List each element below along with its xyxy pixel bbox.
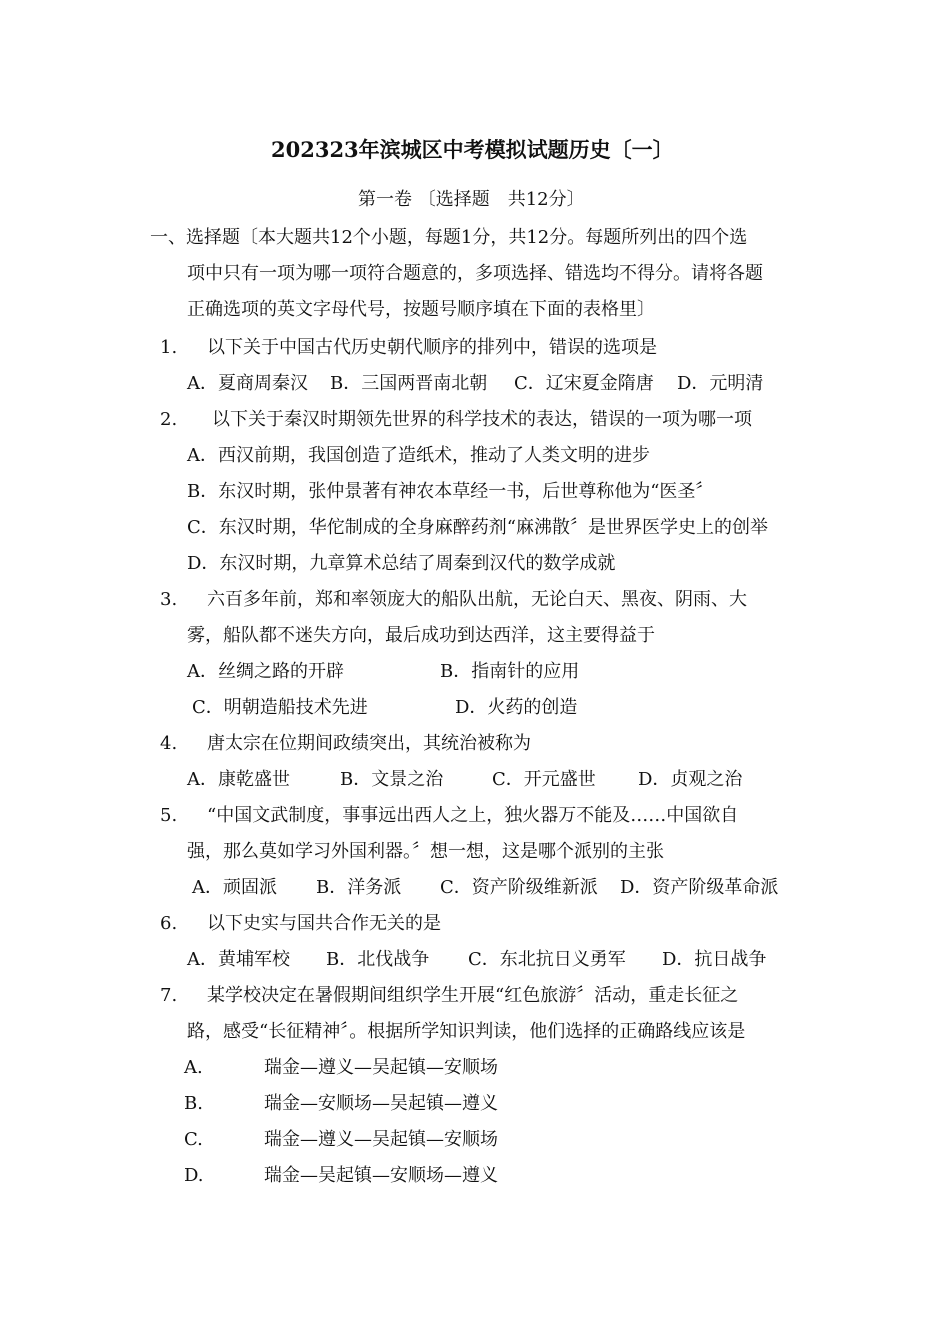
question-6-option-d: D．抗日战争 — [662, 949, 767, 970]
question-1-stem: 以下关于中国古代历史朝代顺序的排列中，错误的选项是 — [207, 337, 657, 358]
question-2-option-c: C．东汉时期，华佗制成的全身麻醉药剂“麻沸散〞是世界医学史上的创举 — [187, 517, 768, 538]
question-4-option-c: C．开元盛世 — [492, 769, 596, 790]
question-5-option-a: A．顽固派 — [192, 877, 277, 898]
question-5-stem-continued: 强，那么莫如学习外国利器。〞想一想，这是哪个派别的主张 — [187, 841, 664, 862]
question-6-stem: 以下史实与国共合作无关的是 — [207, 913, 441, 934]
question-5-option-c: C．资产阶级维新派 — [440, 877, 598, 898]
question-2-option-b: B．东汉时期，张仲景著有神农本草经一书，后世尊称他为“医圣〞 — [187, 481, 714, 502]
question-1-option-a: A．夏商周秦汉 — [187, 373, 308, 394]
question-5-option-d: D．资产阶级革命派 — [620, 877, 779, 898]
question-5-stem: “中国文武制度，事事远出西人之上，独火器万不能及……中国欲自 — [207, 805, 739, 826]
question-6-option-a: A．黄埔军校 — [187, 949, 290, 970]
question-7-option-a-letter: A. — [184, 1057, 203, 1078]
page-title: 202323年滨城区中考模拟试题历史〔一〕 — [271, 137, 674, 162]
section-instructions-line3: 正确选项的英文字母代号，按题号顺序填在下面的表格里〕 — [187, 299, 655, 320]
question-1-option-b: B．三国两晋南北朝 — [330, 373, 488, 394]
question-7-option-b-text: 瑞金—安顺场—吴起镇—遵义 — [264, 1093, 498, 1114]
question-3-option-d: D．火药的创造 — [455, 697, 578, 718]
question-3-option-b: B．指南针的应用 — [440, 661, 580, 682]
question-5-number: 5. — [160, 805, 178, 826]
question-5-option-b: B．洋务派 — [316, 877, 402, 898]
question-7-option-d-text: 瑞金—吴起镇—安顺场—遵义 — [264, 1165, 498, 1186]
question-7-stem-continued: 路，感受“长征精神〞。根据所学知识判读，他们选择的正确路线应该是 — [187, 1021, 746, 1042]
question-6-option-b: B．北伐战争 — [326, 949, 430, 970]
section-heading: 一、选择题〔本大题共12个小题，每题1分，共12分。每题所列出的四个选 — [150, 227, 748, 248]
question-2-option-a: A．西汉前期，我国创造了造纸术，推动了人类文明的进步 — [187, 445, 650, 466]
question-2-option-d: D．东汉时期，九章算术总结了周秦到汉代的数学成就 — [187, 553, 616, 574]
question-7-option-d-letter: D. — [184, 1165, 204, 1186]
question-7-number: 7. — [160, 985, 178, 1006]
question-3-option-c: C．明朝造船技术先进 — [192, 697, 368, 718]
question-7-stem: 某学校决定在暑假期间组织学生开展“红色旅游〞活动，重走长征之 — [207, 985, 739, 1006]
question-4-option-d: D．贞观之治 — [638, 769, 743, 790]
question-7-option-c-letter: C. — [184, 1129, 203, 1150]
question-4-option-b: B．文景之治 — [340, 769, 444, 790]
question-7-option-a-text: 瑞金—遵义—吴起镇—安顺场 — [264, 1057, 498, 1078]
question-6-number: 6. — [160, 913, 178, 934]
question-3-stem-continued: 雾，船队都不迷失方向，最后成功到达西洋，这主要得益于 — [187, 625, 655, 646]
question-1-option-c: C．辽宋夏金隋唐 — [514, 373, 654, 394]
question-1-number: 1. — [160, 337, 178, 358]
question-3-option-a: A．丝绸之路的开辟 — [187, 661, 344, 682]
section-instructions-line2: 项中只有一项为哪一项符合题意的，多项选择、错选均不得分。请将各题 — [187, 263, 763, 284]
question-4-stem: 唐太宗在位期间政绩突出，其统治被称为 — [207, 733, 531, 754]
question-4-number: 4. — [160, 733, 178, 754]
question-3-stem: 六百多年前，郑和率领庞大的船队出航，无论白天、黑夜、阴雨、大 — [207, 589, 747, 610]
question-4-option-a: A．康乾盛世 — [187, 769, 290, 790]
question-6-option-c: C．东北抗日义勇军 — [468, 949, 626, 970]
question-7-option-c-text: 瑞金—遵义—吴起镇—安顺场 — [264, 1129, 498, 1150]
question-3-number: 3. — [160, 589, 178, 610]
question-1-option-d: D．元明清 — [677, 373, 764, 394]
volume-subtitle: 第一卷 〔选择题 共12分〕 — [358, 189, 585, 210]
question-2-stem: 以下关于秦汉时期领先世界的科学技术的表达，错误的一项为哪一项 — [212, 409, 752, 430]
question-2-number: 2. — [160, 409, 178, 430]
question-7-option-b-letter: B. — [184, 1093, 203, 1114]
